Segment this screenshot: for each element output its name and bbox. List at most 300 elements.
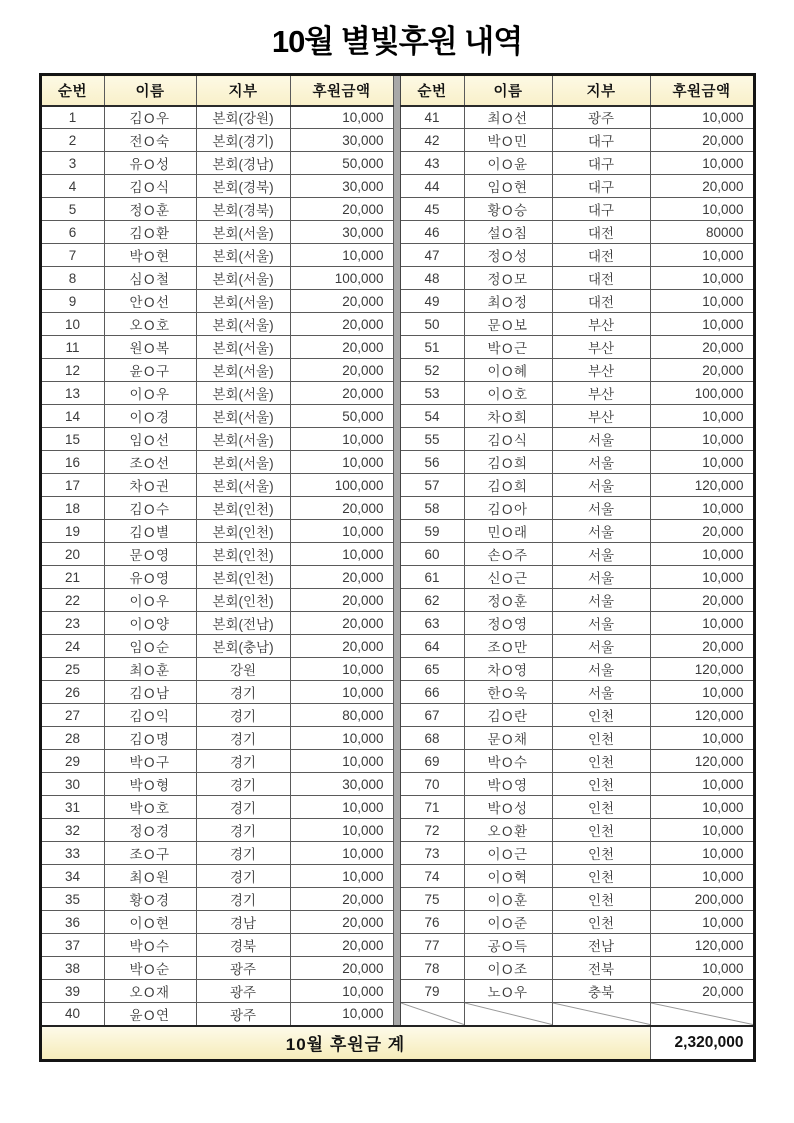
branch-cell: 경기 bbox=[196, 773, 290, 796]
seq-cell: 49 bbox=[400, 290, 464, 313]
seq-cell: 43 bbox=[400, 152, 464, 175]
name-cell: 원O복 bbox=[104, 336, 196, 359]
name-cell: 박O형 bbox=[104, 773, 196, 796]
table-row bbox=[40, 888, 754, 911]
table-separator bbox=[393, 750, 400, 773]
table-separator bbox=[393, 221, 400, 244]
amount-cell: 10,000 bbox=[290, 1003, 393, 1026]
name-cell: 조O구 bbox=[104, 842, 196, 865]
name-cell: 정O경 bbox=[104, 819, 196, 842]
col-header-name-right: 이름 bbox=[464, 75, 552, 106]
seq-cell: 77 bbox=[400, 934, 464, 957]
branch-cell: 인천 bbox=[552, 888, 650, 911]
table-separator bbox=[393, 382, 400, 405]
table-separator bbox=[393, 865, 400, 888]
branch-cell: 서울 bbox=[552, 635, 650, 658]
table-separator bbox=[393, 911, 400, 934]
branch-cell: 인천 bbox=[552, 819, 650, 842]
seq-cell: 55 bbox=[400, 428, 464, 451]
table-separator bbox=[393, 336, 400, 359]
amount-cell: 20,000 bbox=[290, 566, 393, 589]
branch-cell: 본회(충남) bbox=[196, 635, 290, 658]
table-row bbox=[40, 520, 754, 543]
branch-cell: 경기 bbox=[196, 888, 290, 911]
table-separator bbox=[393, 727, 400, 750]
seq-cell: 10 bbox=[40, 313, 104, 336]
amount-cell: 10,000 bbox=[650, 681, 754, 704]
table-separator bbox=[393, 704, 400, 727]
seq-cell: 7 bbox=[40, 244, 104, 267]
name-cell: 박O영 bbox=[464, 773, 552, 796]
seq-cell: 25 bbox=[40, 658, 104, 681]
name-cell: 박O민 bbox=[464, 129, 552, 152]
seq-cell: 70 bbox=[400, 773, 464, 796]
seq-cell: 22 bbox=[40, 589, 104, 612]
branch-cell: 서울 bbox=[552, 520, 650, 543]
branch-cell: 경기 bbox=[196, 727, 290, 750]
seq-cell: 14 bbox=[40, 405, 104, 428]
seq-cell: 41 bbox=[400, 106, 464, 129]
amount-cell: 120,000 bbox=[650, 934, 754, 957]
branch-cell: 본회(전남) bbox=[196, 612, 290, 635]
name-cell: 전O숙 bbox=[104, 129, 196, 152]
branch-cell: 서울 bbox=[552, 681, 650, 704]
seq-cell: 6 bbox=[40, 221, 104, 244]
amount-cell: 20,000 bbox=[650, 129, 754, 152]
amount-cell: 10,000 bbox=[290, 727, 393, 750]
amount-cell: 10,000 bbox=[650, 566, 754, 589]
amount-cell: 20,000 bbox=[290, 589, 393, 612]
table-separator bbox=[393, 451, 400, 474]
table-separator bbox=[393, 566, 400, 589]
seq-cell: 37 bbox=[40, 934, 104, 957]
amount-cell: 50,000 bbox=[290, 405, 393, 428]
name-cell: 이O훈 bbox=[464, 888, 552, 911]
seq-cell: 19 bbox=[40, 520, 104, 543]
table-row bbox=[40, 773, 754, 796]
branch-cell: 광주 bbox=[196, 957, 290, 980]
seq-cell: 64 bbox=[400, 635, 464, 658]
table-row bbox=[40, 336, 754, 359]
table-row bbox=[40, 244, 754, 267]
table-row bbox=[40, 267, 754, 290]
table-separator bbox=[393, 75, 400, 106]
amount-cell: 30,000 bbox=[290, 773, 393, 796]
amount-cell: 20,000 bbox=[290, 336, 393, 359]
amount-cell: 10,000 bbox=[290, 865, 393, 888]
table-row bbox=[40, 727, 754, 750]
seq-cell: 1 bbox=[40, 106, 104, 129]
table-row bbox=[40, 658, 754, 681]
empty-cell-diagonal bbox=[552, 1003, 650, 1026]
amount-cell: 10,000 bbox=[650, 957, 754, 980]
table-row bbox=[40, 497, 754, 520]
branch-cell: 광주 bbox=[196, 1003, 290, 1026]
branch-cell: 인천 bbox=[552, 704, 650, 727]
amount-cell: 100,000 bbox=[290, 474, 393, 497]
name-cell: 이O현 bbox=[104, 911, 196, 934]
table-row bbox=[40, 635, 754, 658]
branch-cell: 서울 bbox=[552, 497, 650, 520]
col-header-seq-left: 순번 bbox=[40, 75, 104, 106]
table-row bbox=[40, 681, 754, 704]
name-cell: 이O혁 bbox=[464, 865, 552, 888]
name-cell: 김O식 bbox=[104, 175, 196, 198]
branch-cell: 본회(경북) bbox=[196, 198, 290, 221]
seq-cell: 72 bbox=[400, 819, 464, 842]
name-cell: 김O남 bbox=[104, 681, 196, 704]
name-cell: 이O호 bbox=[464, 382, 552, 405]
branch-cell: 본회(인천) bbox=[196, 520, 290, 543]
name-cell: 차O영 bbox=[464, 658, 552, 681]
empty-cell-diagonal bbox=[400, 1003, 464, 1026]
table-separator bbox=[393, 198, 400, 221]
seq-cell: 18 bbox=[40, 497, 104, 520]
name-cell: 손O주 bbox=[464, 543, 552, 566]
amount-cell: 10,000 bbox=[650, 796, 754, 819]
col-header-amount-left: 후원금액 bbox=[290, 75, 393, 106]
amount-cell: 120,000 bbox=[650, 750, 754, 773]
amount-cell: 10,000 bbox=[650, 267, 754, 290]
seq-cell: 79 bbox=[400, 980, 464, 1003]
seq-cell: 33 bbox=[40, 842, 104, 865]
table-separator bbox=[393, 175, 400, 198]
seq-cell: 12 bbox=[40, 359, 104, 382]
table-row bbox=[40, 474, 754, 497]
branch-cell: 대전 bbox=[552, 221, 650, 244]
branch-cell: 본회(서울) bbox=[196, 359, 290, 382]
name-cell: 김O아 bbox=[464, 497, 552, 520]
name-cell: 심O철 bbox=[104, 267, 196, 290]
table-separator bbox=[393, 612, 400, 635]
name-cell: 조O만 bbox=[464, 635, 552, 658]
donation-table bbox=[39, 73, 756, 1062]
branch-cell: 서울 bbox=[552, 543, 650, 566]
amount-cell: 10,000 bbox=[290, 819, 393, 842]
seq-cell: 24 bbox=[40, 635, 104, 658]
name-cell: 조O선 bbox=[104, 451, 196, 474]
amount-cell: 80,000 bbox=[290, 704, 393, 727]
table-row bbox=[40, 819, 754, 842]
table-row bbox=[40, 865, 754, 888]
total-label: 10월 후원금 계 bbox=[40, 1026, 650, 1061]
seq-cell: 51 bbox=[400, 336, 464, 359]
name-cell: 이O우 bbox=[104, 589, 196, 612]
branch-cell: 대구 bbox=[552, 198, 650, 221]
seq-cell: 48 bbox=[400, 267, 464, 290]
table-row bbox=[40, 152, 754, 175]
amount-cell: 10,000 bbox=[650, 911, 754, 934]
branch-cell: 부산 bbox=[552, 405, 650, 428]
amount-cell: 10,000 bbox=[650, 543, 754, 566]
amount-cell: 10,000 bbox=[650, 612, 754, 635]
branch-cell: 서울 bbox=[552, 428, 650, 451]
branch-cell: 인천 bbox=[552, 773, 650, 796]
amount-cell: 30,000 bbox=[290, 221, 393, 244]
seq-cell: 59 bbox=[400, 520, 464, 543]
total-amount: 2,320,000 bbox=[650, 1026, 754, 1061]
name-cell: 임O현 bbox=[464, 175, 552, 198]
name-cell: 이O윤 bbox=[464, 152, 552, 175]
col-header-branch-left: 지부 bbox=[196, 75, 290, 106]
table-row bbox=[40, 566, 754, 589]
name-cell: 박O성 bbox=[464, 796, 552, 819]
amount-cell: 10,000 bbox=[650, 428, 754, 451]
name-cell: 오O호 bbox=[104, 313, 196, 336]
amount-cell: 80000 bbox=[650, 221, 754, 244]
branch-cell: 경기 bbox=[196, 819, 290, 842]
branch-cell: 인천 bbox=[552, 911, 650, 934]
table-row bbox=[40, 911, 754, 934]
branch-cell: 본회(서울) bbox=[196, 382, 290, 405]
amount-cell: 10,000 bbox=[650, 405, 754, 428]
name-cell: 박O구 bbox=[104, 750, 196, 773]
seq-cell: 62 bbox=[400, 589, 464, 612]
name-cell: 황O경 bbox=[104, 888, 196, 911]
table-separator bbox=[393, 267, 400, 290]
name-cell: 노O우 bbox=[464, 980, 552, 1003]
branch-cell: 본회(인천) bbox=[196, 497, 290, 520]
table-separator bbox=[393, 819, 400, 842]
amount-cell: 10,000 bbox=[650, 497, 754, 520]
table-row bbox=[40, 198, 754, 221]
table-row bbox=[40, 313, 754, 336]
branch-cell: 인천 bbox=[552, 727, 650, 750]
amount-cell: 10,000 bbox=[650, 152, 754, 175]
name-cell: 윤O연 bbox=[104, 1003, 196, 1026]
seq-cell: 30 bbox=[40, 773, 104, 796]
table-separator bbox=[393, 152, 400, 175]
branch-cell: 본회(서울) bbox=[196, 428, 290, 451]
table-row bbox=[40, 842, 754, 865]
branch-cell: 경남 bbox=[196, 911, 290, 934]
seq-cell: 23 bbox=[40, 612, 104, 635]
name-cell: 김O희 bbox=[464, 451, 552, 474]
diagonal-slash-line bbox=[651, 1003, 753, 1025]
branch-cell: 인천 bbox=[552, 842, 650, 865]
seq-cell: 26 bbox=[40, 681, 104, 704]
name-cell: 차O희 bbox=[464, 405, 552, 428]
table-row bbox=[40, 451, 754, 474]
branch-cell: 충북 bbox=[552, 980, 650, 1003]
table-row bbox=[40, 221, 754, 244]
diagonal-slash-line bbox=[553, 1003, 650, 1025]
table-separator bbox=[393, 106, 400, 129]
seq-cell: 21 bbox=[40, 566, 104, 589]
table-separator bbox=[393, 1003, 400, 1026]
amount-cell: 20,000 bbox=[290, 497, 393, 520]
name-cell: 박O순 bbox=[104, 957, 196, 980]
name-cell: 정O모 bbox=[464, 267, 552, 290]
table-separator bbox=[393, 934, 400, 957]
seq-cell: 15 bbox=[40, 428, 104, 451]
name-cell: 공O득 bbox=[464, 934, 552, 957]
name-cell: 박O수 bbox=[104, 934, 196, 957]
amount-cell: 20,000 bbox=[290, 382, 393, 405]
seq-cell: 9 bbox=[40, 290, 104, 313]
table-row bbox=[40, 934, 754, 957]
branch-cell: 대전 bbox=[552, 267, 650, 290]
amount-cell: 20,000 bbox=[650, 520, 754, 543]
table-separator bbox=[393, 957, 400, 980]
seq-cell: 53 bbox=[400, 382, 464, 405]
branch-cell: 인천 bbox=[552, 750, 650, 773]
branch-cell: 서울 bbox=[552, 658, 650, 681]
total-row bbox=[40, 1026, 754, 1061]
branch-cell: 본회(서울) bbox=[196, 474, 290, 497]
branch-cell: 전북 bbox=[552, 957, 650, 980]
branch-cell: 본회(서울) bbox=[196, 336, 290, 359]
table-separator bbox=[393, 474, 400, 497]
branch-cell: 경북 bbox=[196, 934, 290, 957]
amount-cell: 120,000 bbox=[650, 474, 754, 497]
seq-cell: 57 bbox=[400, 474, 464, 497]
name-cell: 이O경 bbox=[104, 405, 196, 428]
name-cell: 김O익 bbox=[104, 704, 196, 727]
branch-cell: 경기 bbox=[196, 681, 290, 704]
branch-cell: 서울 bbox=[552, 451, 650, 474]
table-separator bbox=[393, 681, 400, 704]
branch-cell: 서울 bbox=[552, 612, 650, 635]
branch-cell: 전남 bbox=[552, 934, 650, 957]
table-separator bbox=[393, 428, 400, 451]
branch-cell: 대전 bbox=[552, 244, 650, 267]
amount-cell: 10,000 bbox=[650, 842, 754, 865]
amount-cell: 120,000 bbox=[650, 704, 754, 727]
branch-cell: 본회(서울) bbox=[196, 290, 290, 313]
branch-cell: 본회(경기) bbox=[196, 129, 290, 152]
branch-cell: 경기 bbox=[196, 796, 290, 819]
table-separator bbox=[393, 773, 400, 796]
table-row bbox=[40, 382, 754, 405]
name-cell: 유O성 bbox=[104, 152, 196, 175]
branch-cell: 경기 bbox=[196, 865, 290, 888]
table-separator bbox=[393, 129, 400, 152]
amount-cell: 20,000 bbox=[290, 934, 393, 957]
seq-cell: 67 bbox=[400, 704, 464, 727]
table-row bbox=[40, 543, 754, 566]
seq-cell: 13 bbox=[40, 382, 104, 405]
seq-cell: 27 bbox=[40, 704, 104, 727]
name-cell: 이O근 bbox=[464, 842, 552, 865]
name-cell: 안O선 bbox=[104, 290, 196, 313]
amount-cell: 20,000 bbox=[290, 198, 393, 221]
branch-cell: 본회(서울) bbox=[196, 451, 290, 474]
name-cell: 김O환 bbox=[104, 221, 196, 244]
name-cell: 김O수 bbox=[104, 497, 196, 520]
amount-cell: 10,000 bbox=[290, 520, 393, 543]
amount-cell: 100,000 bbox=[650, 382, 754, 405]
table-separator bbox=[393, 359, 400, 382]
branch-cell: 광주 bbox=[552, 106, 650, 129]
amount-cell: 10,000 bbox=[290, 543, 393, 566]
name-cell: 오O환 bbox=[464, 819, 552, 842]
name-cell: 차O권 bbox=[104, 474, 196, 497]
diagonal-slash-line bbox=[401, 1003, 464, 1025]
amount-cell: 10,000 bbox=[290, 681, 393, 704]
seq-cell: 34 bbox=[40, 865, 104, 888]
name-cell: 최O원 bbox=[104, 865, 196, 888]
name-cell: 정O영 bbox=[464, 612, 552, 635]
amount-cell: 20,000 bbox=[290, 957, 393, 980]
branch-cell: 본회(인천) bbox=[196, 589, 290, 612]
table-separator bbox=[393, 313, 400, 336]
name-cell: 김O희 bbox=[464, 474, 552, 497]
table-separator bbox=[393, 888, 400, 911]
branch-cell: 부산 bbox=[552, 382, 650, 405]
name-cell: 유O영 bbox=[104, 566, 196, 589]
name-cell: 설O침 bbox=[464, 221, 552, 244]
seq-cell: 54 bbox=[400, 405, 464, 428]
name-cell: 민O래 bbox=[464, 520, 552, 543]
amount-cell: 20,000 bbox=[290, 359, 393, 382]
amount-cell: 10,000 bbox=[650, 313, 754, 336]
table-separator bbox=[393, 980, 400, 1003]
table-separator bbox=[393, 635, 400, 658]
name-cell: 김O우 bbox=[104, 106, 196, 129]
table-row bbox=[40, 129, 754, 152]
branch-cell: 대구 bbox=[552, 175, 650, 198]
seq-cell: 47 bbox=[400, 244, 464, 267]
table-row bbox=[40, 980, 754, 1003]
seq-cell: 20 bbox=[40, 543, 104, 566]
amount-cell: 20,000 bbox=[290, 911, 393, 934]
name-cell: 윤O구 bbox=[104, 359, 196, 382]
seq-cell: 40 bbox=[40, 1003, 104, 1026]
table-row bbox=[40, 290, 754, 313]
branch-cell: 대구 bbox=[552, 129, 650, 152]
amount-cell: 10,000 bbox=[290, 980, 393, 1003]
table-separator bbox=[393, 796, 400, 819]
seq-cell: 68 bbox=[400, 727, 464, 750]
seq-cell: 63 bbox=[400, 612, 464, 635]
branch-cell: 본회(경남) bbox=[196, 152, 290, 175]
branch-cell: 본회(서울) bbox=[196, 244, 290, 267]
amount-cell: 20,000 bbox=[290, 888, 393, 911]
seq-cell: 35 bbox=[40, 888, 104, 911]
amount-cell: 20,000 bbox=[650, 336, 754, 359]
branch-cell: 인천 bbox=[552, 796, 650, 819]
branch-cell: 본회(경북) bbox=[196, 175, 290, 198]
seq-cell: 58 bbox=[400, 497, 464, 520]
seq-cell: 46 bbox=[400, 221, 464, 244]
amount-cell: 10,000 bbox=[650, 198, 754, 221]
table-row bbox=[40, 1003, 754, 1026]
name-cell: 김O별 bbox=[104, 520, 196, 543]
seq-cell: 17 bbox=[40, 474, 104, 497]
table-separator bbox=[393, 842, 400, 865]
seq-cell: 8 bbox=[40, 267, 104, 290]
empty-cell-diagonal bbox=[650, 1003, 754, 1026]
seq-cell: 3 bbox=[40, 152, 104, 175]
branch-cell: 본회(인천) bbox=[196, 543, 290, 566]
amount-cell: 10,000 bbox=[290, 842, 393, 865]
seq-cell: 75 bbox=[400, 888, 464, 911]
diagonal-slash-line bbox=[465, 1003, 552, 1025]
branch-cell: 대전 bbox=[552, 290, 650, 313]
branch-cell: 강원 bbox=[196, 658, 290, 681]
branch-cell: 부산 bbox=[552, 313, 650, 336]
branch-cell: 본회(강원) bbox=[196, 106, 290, 129]
seq-cell: 44 bbox=[400, 175, 464, 198]
name-cell: 최O선 bbox=[464, 106, 552, 129]
branch-cell: 본회(서울) bbox=[196, 405, 290, 428]
name-cell: 이O준 bbox=[464, 911, 552, 934]
name-cell: 문O보 bbox=[464, 313, 552, 336]
seq-cell: 56 bbox=[400, 451, 464, 474]
empty-cell-diagonal bbox=[464, 1003, 552, 1026]
table-separator bbox=[393, 244, 400, 267]
